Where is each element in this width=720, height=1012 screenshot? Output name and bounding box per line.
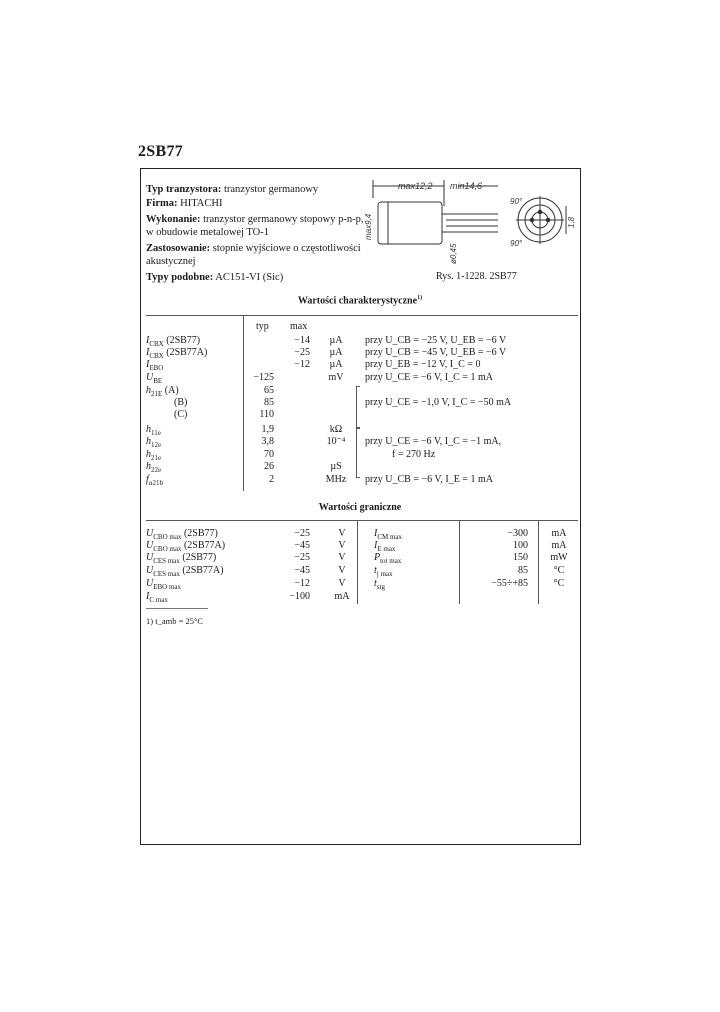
- char-row-typ: −125: [253, 372, 274, 383]
- symbol-subscript: EBO max: [153, 583, 182, 591]
- symbol-letter: U: [146, 552, 154, 563]
- symbol-letter: I: [374, 528, 378, 539]
- type-label: Typ tranzystora:: [146, 184, 222, 195]
- col-typ-header: typ: [256, 321, 269, 332]
- char-row-unit: MHz: [325, 474, 347, 485]
- symbol-variant: (2SB77A): [181, 540, 226, 551]
- char-top-rule: [146, 315, 578, 316]
- symbol-subscript: C max: [149, 596, 168, 604]
- char-row-symbol: [146, 461, 161, 474]
- symbol-subscript: 22e: [151, 466, 162, 474]
- char-row-condition: przy U_CE = −6 V, I_C = −1 mA,: [365, 436, 502, 447]
- symbol-variant: (C): [174, 409, 188, 420]
- char-row-typ: 3,8: [261, 436, 274, 447]
- symbol-letter: U: [146, 372, 154, 383]
- symbol-letter: h: [146, 385, 151, 396]
- limit-right-symbol: [374, 552, 401, 565]
- limits-top-rule: [146, 520, 578, 521]
- char-row-unit: kΩ: [329, 424, 343, 435]
- symbol-letter: I: [146, 591, 150, 602]
- char-row-condition: przy U_EB = −12 V, I_C = 0: [365, 359, 481, 370]
- char-row-max: −12: [294, 359, 310, 370]
- limits-title: Wartości graniczne: [318, 502, 402, 513]
- symbol-subscript: BE: [153, 377, 163, 385]
- symbol-variant: (2SB77A): [163, 347, 208, 358]
- symbol-letter: t: [374, 565, 377, 576]
- symbol-letter: h: [146, 436, 151, 447]
- dim-dia-label: max9,4: [364, 213, 373, 240]
- char-row-condition: f = 270 Hz: [392, 449, 436, 460]
- symbol-subscript: 12e: [151, 441, 162, 449]
- symbol-subscript: j max: [376, 570, 393, 578]
- symbol-subscript: CBX: [149, 340, 164, 348]
- angle-label-2: 90°: [510, 239, 523, 248]
- char-row-typ: 2: [269, 474, 274, 485]
- limit-left-unit: V: [338, 552, 346, 563]
- limit-left-symbol: [146, 552, 216, 565]
- symbol-letter: t: [374, 578, 377, 589]
- brace-h21e: [356, 386, 360, 428]
- symbol-subscript: CBX: [149, 352, 164, 360]
- char-title: [0, 295, 720, 306]
- limit-left-unit: V: [338, 578, 346, 589]
- char-row-typ: 110: [259, 409, 274, 420]
- char-row-typ: 1,9: [261, 424, 274, 435]
- footnote: 1) t_amb = 25°C: [146, 616, 204, 626]
- limit-right-symbol: [374, 578, 385, 591]
- symbol-subscript: α21b: [148, 479, 163, 487]
- char-row-condition: przy U_CB = −25 V, U_EB = −6 V: [365, 335, 507, 346]
- figure-caption: Rys. 1-1228. 2SB77: [436, 271, 517, 282]
- limit-left-unit: V: [338, 565, 346, 576]
- limits-val-rule: [459, 520, 460, 604]
- limit-left-unit: V: [338, 540, 346, 551]
- symbol-letter: I: [146, 347, 150, 358]
- char-row-unit: µS: [330, 461, 342, 472]
- info-firm: [146, 197, 222, 210]
- exec-label: Wykonanie:: [146, 214, 201, 225]
- symbol-letter: I: [146, 359, 150, 370]
- limit-right-value: 85: [518, 565, 528, 576]
- char-row-typ: 85: [264, 397, 274, 408]
- symbol-variant: (A): [162, 385, 179, 396]
- exec-value-2: w obudowie metalowej TO-1: [146, 227, 269, 238]
- col-max-header: max: [290, 321, 308, 332]
- limit-right-unit: mW: [550, 552, 568, 563]
- symbol-variant: (2SB77): [181, 528, 218, 539]
- similar-value: AC151-VI (Sic): [215, 272, 284, 283]
- char-row-unit: µA: [329, 335, 343, 346]
- limit-left-value: −45: [294, 540, 310, 551]
- limit-right-value: 100: [513, 540, 528, 551]
- char-row-typ: 70: [264, 449, 274, 460]
- limit-right-unit: °C: [553, 565, 565, 576]
- similar-label: Typy podobne:: [146, 272, 214, 283]
- limit-left-symbol: [146, 578, 181, 591]
- symbol-letter: U: [146, 565, 154, 576]
- symbol-subscript: CBO max: [153, 545, 182, 553]
- symbol-subscript: 21E: [151, 390, 163, 398]
- symbol-letter: f: [146, 474, 149, 485]
- limit-left-unit: mA: [334, 591, 350, 602]
- brace-hparams: [356, 428, 360, 478]
- char-row-typ: 65: [264, 385, 274, 396]
- info-use: [146, 242, 361, 255]
- char-row-symbol: [146, 359, 163, 372]
- symbol-subscript: 21e: [151, 454, 162, 462]
- char-row-max: −25: [294, 347, 310, 358]
- transistor-outline-drawing: [364, 176, 576, 266]
- use-value-1: stopnie wyjściowe o częstotliwości: [212, 243, 361, 254]
- firm-label: Firma:: [146, 198, 178, 209]
- symbol-letter: U: [146, 528, 154, 539]
- info-exec: [146, 213, 363, 226]
- dim-max-label: max12,2: [398, 181, 433, 191]
- symbol-letter: h: [146, 449, 151, 460]
- char-title-text: Wartości charakterystyczne: [297, 295, 418, 307]
- limit-left-value: −12: [294, 578, 310, 589]
- symbol-subscript: stg: [376, 583, 385, 591]
- symbol-letter: I: [146, 335, 150, 346]
- dim-min-label: min14,6: [450, 181, 483, 191]
- symbol-letter: h: [146, 424, 151, 435]
- firm-value: HITACHI: [180, 198, 223, 209]
- char-row-symbol: [146, 474, 163, 487]
- symbol-subscript: 11e: [151, 429, 161, 437]
- limit-left-value: −25: [294, 552, 310, 563]
- limit-left-unit: V: [338, 528, 346, 539]
- char-row-unit: µA: [329, 347, 343, 358]
- symbol-subscript: tot max: [380, 557, 402, 565]
- char-row-condition: przy U_CE = −6 V, I_C = 1 mA: [365, 372, 493, 383]
- symbol-variant: (B): [174, 397, 188, 408]
- symbol-subscript: E max: [377, 545, 396, 553]
- page-title: 2SB77: [138, 143, 184, 160]
- symbol-letter: U: [146, 540, 154, 551]
- limit-right-symbol: [374, 565, 393, 578]
- use-value-2: akustycznej: [146, 256, 196, 267]
- char-row-unit: µA: [329, 359, 343, 370]
- limit-left-symbol: [146, 565, 224, 578]
- limit-right-unit: mA: [551, 528, 567, 539]
- char-row-symbol: [146, 436, 161, 449]
- limit-right-value: 150: [513, 552, 528, 563]
- dim-lead-label: ø0,45: [449, 243, 458, 264]
- angle-label-1: 90°: [510, 197, 523, 206]
- symbol-variant: (2SB77): [163, 335, 201, 346]
- limit-left-value: −45: [294, 565, 310, 576]
- limit-right-unit: °C: [553, 578, 565, 589]
- symbol-subscript: EBO: [149, 364, 164, 372]
- char-row-condition: przy U_CE = −1,0 V, I_C = −50 mA: [365, 397, 512, 408]
- info-type: [146, 183, 318, 196]
- limit-right-unit: mA: [551, 540, 567, 551]
- footnote-rule: [146, 608, 208, 609]
- limits-unit-rule: [538, 520, 539, 604]
- info-similar: [146, 271, 283, 284]
- char-row-max: −14: [294, 335, 310, 346]
- limits-mid-rule: [357, 520, 358, 604]
- char-row-symbol: [146, 372, 162, 385]
- symbol-letter: h: [146, 461, 151, 472]
- symbol-subscript: CES max: [153, 557, 180, 565]
- dim-pitch-label: 1,8: [567, 216, 576, 228]
- symbol-subscript: CM max: [377, 533, 403, 541]
- char-row-symbol: [174, 397, 187, 408]
- exec-value-1: tranzystor germanowy stopowy p-n-p,: [203, 214, 364, 225]
- char-row-unit: 10⁻⁴: [326, 436, 346, 447]
- limit-left-value: −100: [289, 591, 310, 602]
- symbol-letter: P: [374, 552, 381, 563]
- char-row-symbol: [174, 409, 187, 420]
- char-row-condition: przy U_CB = −6 V, I_E = 1 mA: [365, 474, 493, 485]
- symbol-subscript: CES max: [153, 570, 180, 578]
- symbol-letter: I: [374, 540, 378, 551]
- char-row-typ: 26: [264, 461, 274, 472]
- char-row-unit: mV: [328, 372, 344, 383]
- symbol-subscript: CBO max: [153, 533, 182, 541]
- symbol-variant: (2SB77): [179, 552, 217, 563]
- char-note-mark: 1): [417, 295, 423, 301]
- char-row-condition: przy U_CB = −45 V, U_EB = −6 V: [365, 347, 507, 358]
- use-label: Zastosowanie:: [146, 243, 211, 254]
- type-value: tranzystor germanowy: [223, 184, 319, 195]
- symbol-variant: (2SB77A): [179, 565, 224, 576]
- limit-left-value: −25: [294, 528, 310, 539]
- limit-right-value: −55÷+85: [491, 578, 528, 589]
- limit-left-symbol: [146, 591, 168, 604]
- symbol-letter: U: [146, 578, 154, 589]
- limit-right-value: −300: [507, 528, 528, 539]
